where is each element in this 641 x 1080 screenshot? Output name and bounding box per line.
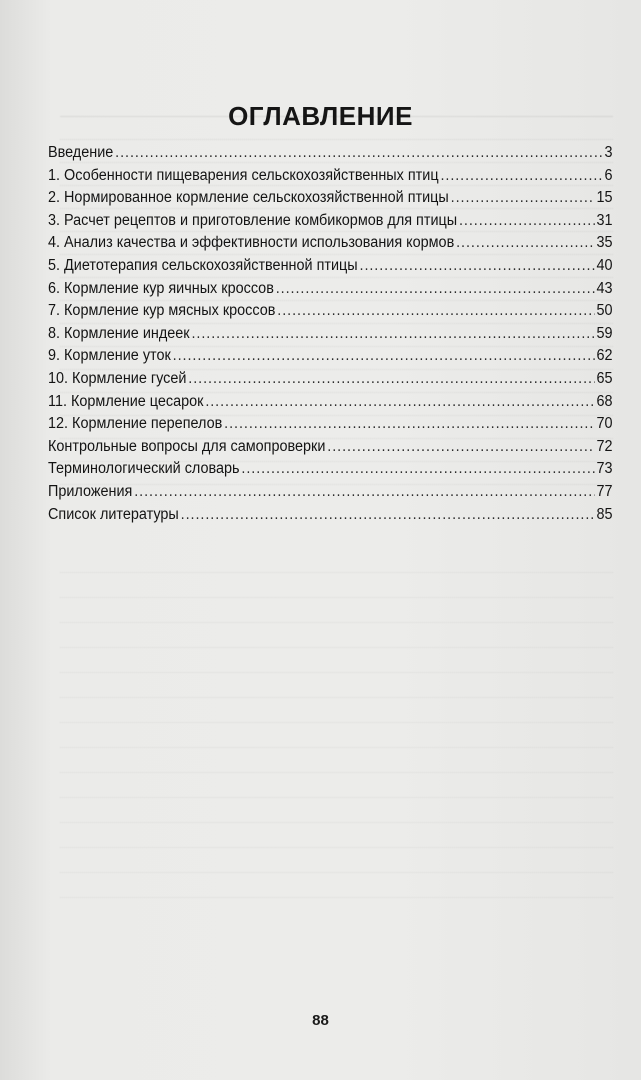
toc-dot-leader (224, 415, 594, 433)
toc-entry (48, 302, 613, 325)
toc-entry-page: 65 (596, 369, 613, 387)
toc-dot-leader (181, 506, 595, 524)
toc-entry-title: 6. Кормление кур яичных кроссов (48, 279, 274, 297)
toc-entry-title: 7. Кормление кур мясных кроссов (48, 302, 276, 320)
toc-entry-page: 59 (596, 324, 613, 342)
toc-entry (48, 280, 613, 303)
toc-entry-page: 6 (604, 166, 613, 184)
toc-entry (48, 325, 613, 348)
toc-entry-page: 40 (596, 256, 613, 274)
toc-entry-page: 50 (596, 302, 613, 320)
toc-entry (48, 415, 613, 438)
toc-entry-page: 35 (596, 234, 613, 252)
toc-dot-leader (459, 212, 595, 230)
page-number: 88 (312, 1012, 329, 1029)
toc-entry-title: Контрольные вопросы для самопроверки (48, 437, 326, 455)
toc-entry (48, 234, 613, 257)
toc-entry (48, 257, 613, 280)
toc-entry-title: 9. Кормление уток (48, 347, 171, 365)
toc-dot-leader (191, 325, 594, 343)
toc-entry (48, 212, 613, 235)
table-of-contents (48, 144, 613, 528)
toc-entry-page: 31 (596, 211, 613, 229)
toc-entry-title: 4. Анализ качества и эффективности использования кормов (48, 234, 455, 252)
toc-dot-leader (456, 234, 595, 252)
toc-entry (48, 370, 613, 393)
toc-dot-leader (134, 483, 594, 501)
toc-entry-title: 12. Кормление перепелов (48, 415, 223, 433)
toc-dot-leader (360, 257, 595, 275)
toc-entry-title: 8. Кормление индеек (48, 324, 190, 342)
toc-entry-page: 43 (596, 279, 613, 297)
toc-entry (48, 189, 613, 212)
toc-dot-leader (205, 393, 594, 411)
toc-dot-leader (451, 189, 595, 207)
toc-entry (48, 438, 613, 461)
toc-dot-leader (188, 370, 594, 388)
toc-entry-title: Терминологический словарь (48, 460, 240, 478)
toc-entry-title: 5. Диетотерапия сельскохозяйственной птицы (48, 256, 358, 274)
toc-entry-title: 3. Расчет рецептов и приготовление комбикормов для птицы (48, 211, 458, 229)
toc-dot-leader (173, 347, 595, 365)
toc-entry-page: 15 (596, 189, 613, 207)
toc-dot-leader (115, 144, 602, 162)
toc-entry (48, 393, 613, 416)
toc-entry-title: Введение (48, 144, 114, 161)
toc-entry-page: 73 (596, 460, 613, 478)
toc-entry-page: 72 (596, 437, 613, 455)
toc-entry-title: Приложения (48, 482, 133, 500)
toc-entry-page: 70 (596, 415, 613, 433)
toc-dot-leader (241, 460, 594, 478)
toc-entry (48, 144, 613, 167)
toc-entry-page: 85 (596, 505, 613, 523)
toc-entry-title: 11. Кормление цесарок (48, 392, 204, 410)
bleed-through-texture-lower (60, 548, 613, 928)
toc-dot-leader (327, 438, 594, 456)
toc-entry (48, 167, 613, 190)
toc-entry (48, 506, 613, 529)
toc-entry-title: 2. Нормированное кормление сельскохозяйственной птицы (48, 189, 449, 207)
toc-dot-leader (440, 167, 602, 185)
toc-entry (48, 460, 613, 483)
toc-entry-page: 68 (596, 392, 613, 410)
toc-entry (48, 483, 613, 506)
toc-dot-leader (277, 302, 594, 320)
page-title: ОГЛАВЛЕНИЕ (228, 101, 413, 131)
toc-entry-page: 62 (596, 347, 613, 365)
toc-entry-title: 10. Кормление гусей (48, 369, 187, 387)
toc-dot-leader (276, 280, 595, 298)
toc-entry (48, 347, 613, 370)
toc-entry-page: 3 (604, 144, 613, 161)
toc-entry-title: Список литературы (48, 505, 179, 523)
toc-entry-page: 77 (596, 482, 613, 500)
toc-entry-title: 1. Особенности пищеварения сельскохозяйственных птиц (48, 166, 439, 184)
